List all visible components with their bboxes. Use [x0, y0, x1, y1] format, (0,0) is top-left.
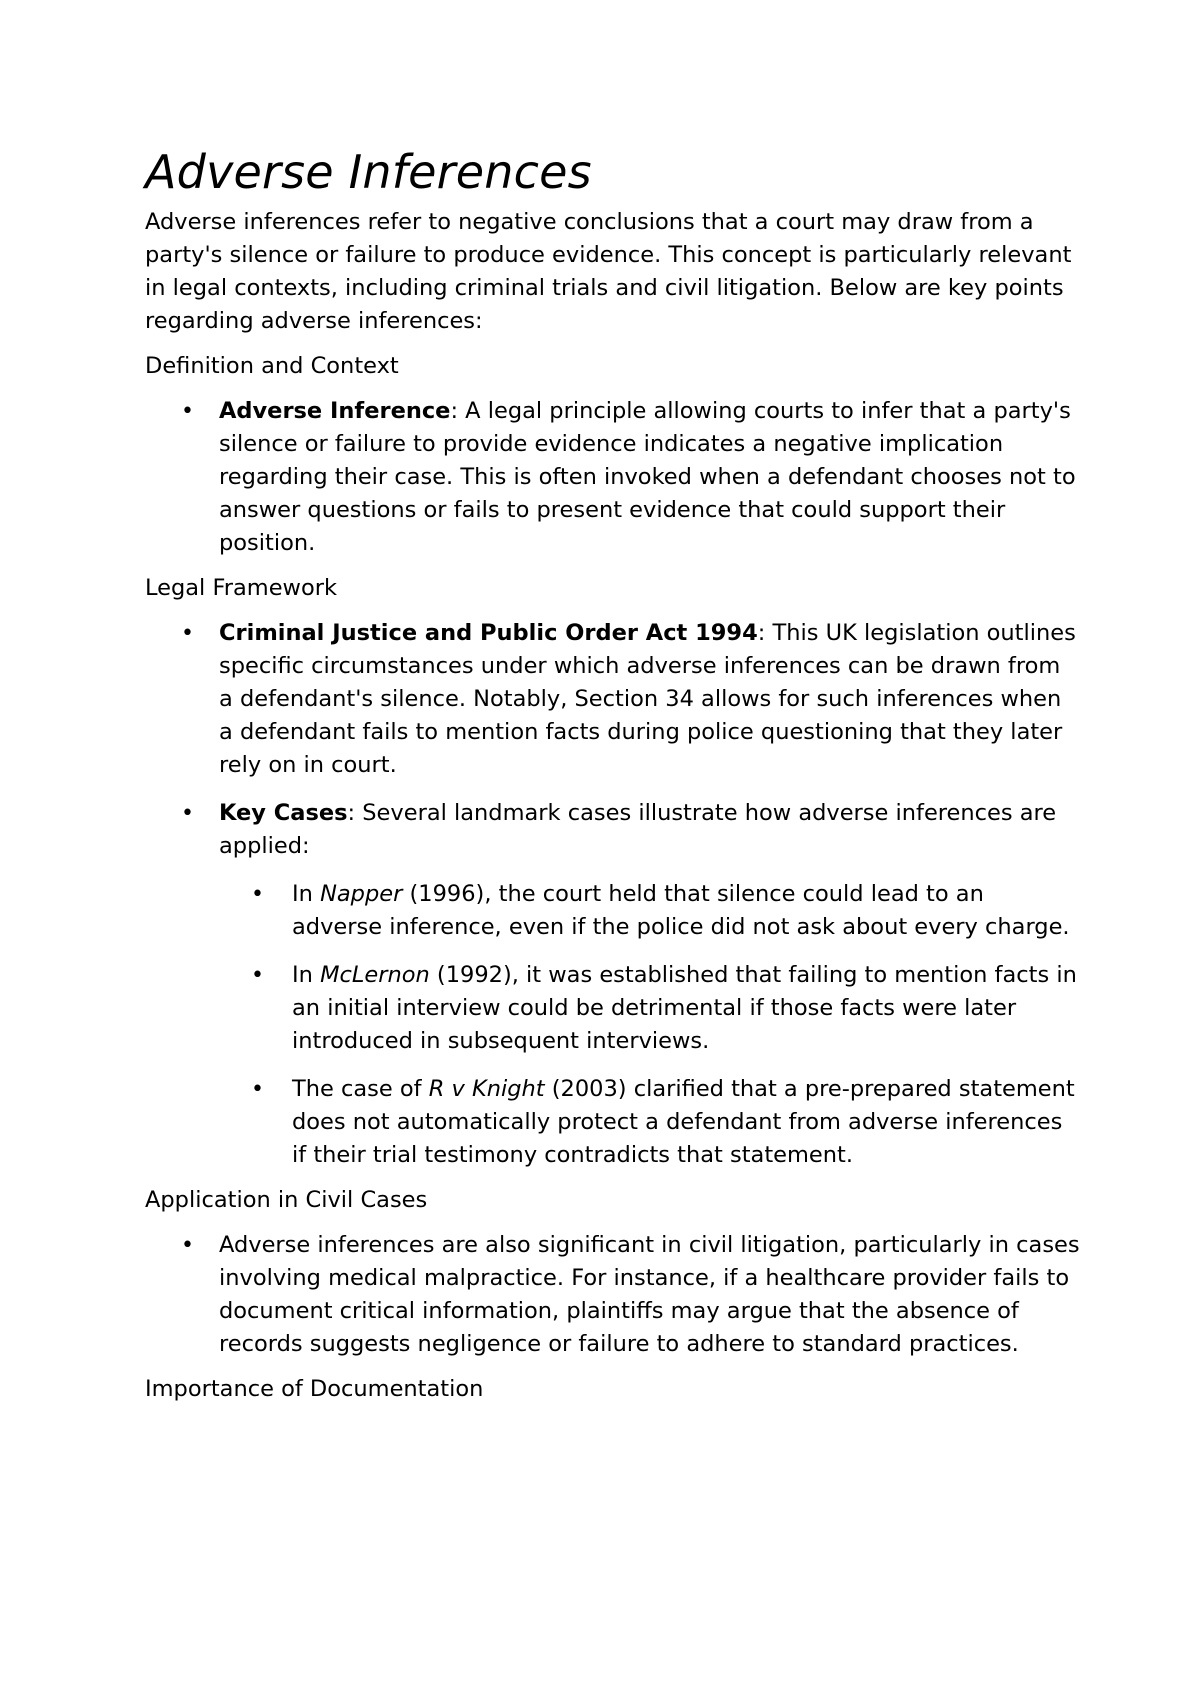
- case-text: (1996), the court held that silence could lead to an adverse inference, even if the police did not ask about every charge.: [292, 881, 1070, 940]
- document-title: Adverse Inferences: [145, 145, 592, 199]
- sublist-item: [219, 1073, 1080, 1172]
- sublist-item: [219, 878, 1080, 944]
- cases-sublist: [219, 878, 1080, 1172]
- section-heading-framework: Legal Framework: [145, 575, 338, 601]
- sublist-item: [219, 959, 1080, 1058]
- list-item-text: : Several landmark cases illustrate how adverse inferences are applied:: [219, 800, 1057, 859]
- case-text: (1992), it was established that failing to mention facts in an initial interview could be detrimental if those facts were later introduced in subsequent interviews.: [292, 962, 1077, 1054]
- section-heading-civil: Application in Civil Cases: [145, 1187, 428, 1213]
- case-name-knight: R v Knight: [428, 1076, 545, 1102]
- section-heading-documentation: Importance of Documentation: [145, 1376, 484, 1402]
- document-page: [145, 138, 1080, 1418]
- section-heading-definition: Definition and Context: [145, 353, 399, 379]
- case-text: (2003) clarified that a pre-prepared statement does not automatically protect a defendant from adverse inferences if their trial testimony contradicts that statement.: [292, 1076, 1075, 1168]
- list-item: [145, 1229, 1080, 1361]
- term-key-cases: Key Cases: [219, 800, 348, 826]
- case-prefix: The case of: [292, 1076, 429, 1102]
- bullet-icon: •: [181, 801, 194, 826]
- civil-list: [145, 1229, 1080, 1361]
- list-item: [145, 617, 1080, 782]
- bullet-icon: •: [251, 1077, 264, 1102]
- bullet-icon: •: [181, 399, 194, 424]
- case-name-mclernon: McLernon: [320, 962, 430, 988]
- bullet-icon: •: [181, 621, 194, 646]
- term-adverse-inference: Adverse Inference: [219, 398, 451, 424]
- intro-paragraph: Adverse inferences refer to negative conclusions that a court may draw from a party's silence or failure to produce evidence. This concept is particularly relevant in legal contexts, including criminal trials and civil litigation. Below are key points regarding adverse inferences:: [145, 209, 1072, 334]
- case-prefix: In: [292, 962, 321, 988]
- list-item: [145, 395, 1080, 560]
- term-cjpoa-1994: Criminal Justice and Public Order Act 1994: [219, 620, 758, 646]
- case-prefix: In: [292, 881, 321, 907]
- list-item: [145, 797, 1080, 1172]
- definition-list: [145, 395, 1080, 560]
- list-item-text: : This UK legislation outlines specific circumstances under which adverse inferences can be drawn from a defendant's silence. Notably, Section 34 allows for such inferences when a defendant fails to mention facts during police questioning that they later rely on in court.: [219, 620, 1076, 778]
- framework-list: [145, 617, 1080, 1172]
- bullet-icon: •: [251, 882, 264, 907]
- case-name-napper: Napper: [320, 881, 403, 907]
- bullet-icon: •: [181, 1233, 194, 1258]
- list-item-text: : A legal principle allowing courts to infer that a party's silence or failure to provide evidence indicates a negative implication regarding their case. This is often invoked when a defendant chooses not to answer questions or fails to present evidence that could support their position.: [219, 398, 1076, 556]
- list-item-text: Adverse inferences are also significant in civil litigation, particularly in cases involving medical malpractice. For instance, if a healthcare provider fails to document critical information, plaintiffs may argue that the absence of records suggests negligence or failure to adhere to standard practices.: [219, 1232, 1080, 1357]
- bullet-icon: •: [251, 963, 264, 988]
